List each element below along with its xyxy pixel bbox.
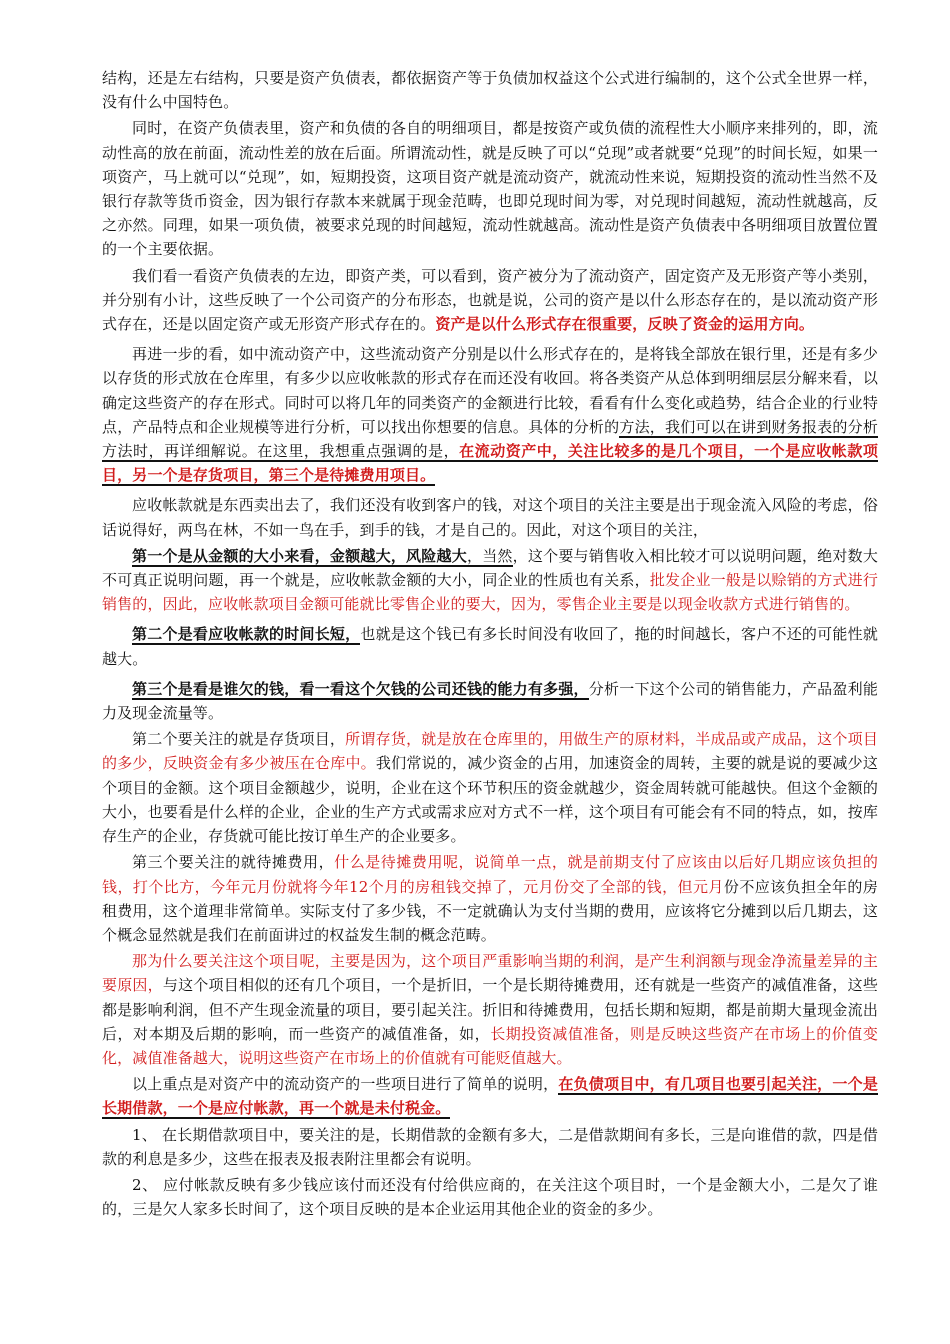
text: 2、 应付帐款反映有多少钱应该付而还没有付给供应商的，在关注这个项目时，一个是金额大小，二是欠了谁的，三是欠人家多长时间了，这个项目反映的是本企业运用其他企业的资金的多少。 bbox=[102, 1175, 878, 1219]
text: 再进一步的看，如中流动资产中，这些流动资产分别是以什么形式存在的，是将钱全部放在银行里，还是有多少以存货的形式放在仓库里，有多少以应收帐款的形式存在而还没有收回。将各类资产从总体到明细层层分解来看，以确定这些资产的存在形式。同时可以将几年的同类资产的金额进行比较，看看有什么变化或趋势，结合企业的行业特点，产品特点和企业规模等进行分析，可以找出你想要的信息。具体的分析的 bbox=[102, 345, 878, 436]
paragraph-2 bbox=[102, 116, 878, 261]
text: ，这个要与销售收入相比较才可以说明问题，绝对数大不可真正说明问题，再一个就是，应收帐款金额的大小，同企业的性质也有关系， bbox=[102, 546, 878, 590]
paragraph-14 bbox=[102, 1173, 878, 1221]
bold-underlined-text: 第三个是看是谁欠的钱，看一看这个欠钱的公司还钱的能力有多强， bbox=[132, 679, 589, 698]
paragraph-1 bbox=[102, 66, 878, 114]
text: 以上重点是对资产中的流动资产的一些项目进行了简单的说明， bbox=[132, 1075, 559, 1094]
paragraph-10 bbox=[102, 850, 878, 947]
text: 与这个项目相似的还有几个项目，一个是折旧，一个是长期待摊费用，还有就是一些资产的减值准备，这些都是影响利润，但不产生现金流量的项目，要引起关注。折旧和待摊费用，包括长期和短期，都是前期大量现金流出后，对本期及后期的影响，而一些资产的减值准备，如， bbox=[102, 976, 878, 1043]
paragraph-6 bbox=[102, 544, 878, 617]
highlight-text: 长期投资减值准备，则是反映这些资产在市场上的价值变化，减值准备越大，说明这些资产在市场上的价值就有可能贬值越大。 bbox=[102, 1024, 878, 1067]
paragraph-11 bbox=[102, 949, 878, 1070]
highlight-text: 资产是以什么形式存在很重要，反映了资金的运用方向。 bbox=[435, 315, 815, 334]
text: 份不应该负担全年的房租费用，这个道理非常简单。实际支付了多少钱，不一定就确认为支付当期的费用，应该将它分摊到以后几期去，这个概念显然就是我们在前面讲过的权益发生制的概念范畴。 bbox=[102, 877, 878, 944]
text: 结构，还是左右结构，只要是资产负债表，都依据资产等于负债加权益这个公式进行编制的，这个公式全世界一样，没有什么中国特色。 bbox=[102, 69, 878, 112]
highlight-text: 那为什么要关注这个项目呢，主要是因为，这个项目严重影响当期的利润，是产生利润额与现金净流量差异的主要原因， bbox=[102, 952, 878, 995]
highlight-text: 在流动资产中，关注比较多的是几个项目，一个是应收帐款项目，另一个是存货项目，第三个是待摊费用项目。 bbox=[102, 442, 879, 485]
underlined-text: 方法，我们可以在讲到财务报表的分析方法时，再详细解说。在这里，我想重点强调的是， bbox=[102, 417, 878, 461]
text: 应收帐款就是东西卖出去了，我们还没有收到客户的钱，对这个项目的关注主要是出于现金流入风险的考虑，俗话说得好，两鸟在林，不如一鸟在手，到手的钱，才是自己的。因此，对这个项目的关注， bbox=[102, 496, 878, 539]
paragraph-3 bbox=[102, 264, 878, 337]
text: 同时，在资产负债表里，资产和负债的各自的明细项目，都是按资产或负债的流程性大小顺序来排列的，即，流动性高的放在前面，流动性差的放在后面。所谓流动性，就是反映了可以“兑现”或者就要“兑现”的时间长短，如果一项资产，马上就可以“兑现”，如，短期投资，这项目资产就是流动资产，就流动性来说，短期投资的流动性当然不及银行存款等货币资金，因为银行存款本来就属于现金范畴，也即兑现时间为零，对兑现时间越短，流动性就越高，反之亦然。同理，如果一项负债，被要求兑现的时间越短，流动性就越高。流动性是资产负债表中各明细项目放置位置的一个主要依据。 bbox=[102, 119, 878, 259]
underlined-text: ，当然 bbox=[466, 546, 513, 565]
highlight-text: 什么是待摊费用呢，说简单一点，就是前期支付了应该由以后好几期应该负担的钱，打个比方，今年元月份就将今年12个月的房租钱交掉了，元月份交了全部的钱，但元月 bbox=[102, 853, 878, 896]
text: 我们看一看资产负债表的左边，即资产类，可以看到，资产被分为了流动资产，固定资产及无形资产等小类别，并分别有小计，这些反映了一个公司资产的分布形态，也就是说，公司的资产是以什么形态存在的，是以流动资产形式存在，还是以固定资产或无形资产形式存在的。 bbox=[102, 266, 878, 334]
bold-underlined-text: 第二个是看应收帐款的时间长短， bbox=[132, 625, 361, 644]
paragraph-7 bbox=[102, 622, 878, 670]
paragraph-8 bbox=[102, 677, 878, 725]
paragraph-12 bbox=[102, 1072, 878, 1120]
text: 我们常说的，减少资金的占用，加速资金的周转，主要的就是说的要减少这个项目的金额。这个项目金额越少，说明，企业在这个环节积压的资金就越少，资金周转就可能越快。但这个金额的大小，也要看是什么样的企业，企业的生产方式或需求应对方式不一样，这个项目有可能会有不同的特点，如，按库存生产的企业，存货就可能比按订单生产的企业要多。 bbox=[102, 754, 878, 846]
paragraph-9 bbox=[102, 727, 878, 848]
paragraph-4 bbox=[102, 342, 878, 487]
document-page bbox=[102, 66, 878, 1223]
paragraph-13 bbox=[102, 1123, 878, 1171]
paragraph-5 bbox=[102, 493, 878, 541]
text: 分析一下这个公司的销售能力，产品盈利能力及现金流量等。 bbox=[102, 679, 878, 723]
highlight-text: 所谓存货，就是放在仓库里的，用做生产的原材料，半成品或产成品，这个项目的多少，反映资金有多少被压在仓库中。 bbox=[102, 730, 878, 773]
highlight-text: 在负债项目中，有几项目也要引起关注，一个是长期借款，一个是应付帐款，再一个就是未付税金。 bbox=[102, 1075, 878, 1118]
text: 也就是这个钱已有多长时间没有收回了，拖的时间越长，客户不还的可能性就越大。 bbox=[102, 625, 878, 668]
highlight-text: 批发企业一般是以赊销的方式进行销售的，因此，应收帐款项目金额可能就比零售企业的要大，因为，零售企业主要是以现金收款方式进行销售的。 bbox=[102, 571, 878, 614]
text: 第三个要关注的就待摊费用， bbox=[132, 853, 335, 872]
text: 第二个要关注的就是存货项目， bbox=[132, 730, 346, 749]
text: 1、 在长期借款项目中，要关注的是，长期借款的金额有多大，二是借款期间有多长，三是向谁借的款，四是借款的利息是多少，这些在报表及报表附注里都会有说明。 bbox=[102, 1125, 878, 1168]
bold-underlined-text: 第一个是从金额的大小来看，金额越大，风险越大 bbox=[132, 546, 467, 565]
